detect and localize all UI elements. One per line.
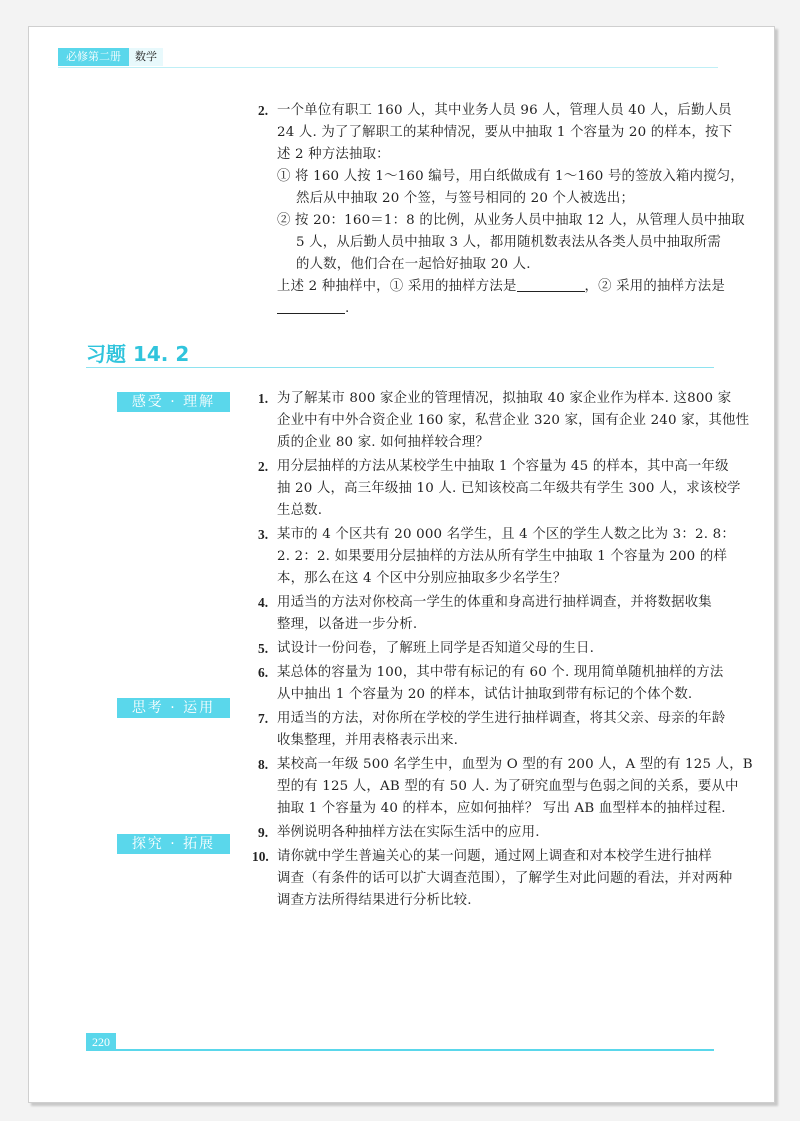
- exercise-number: 1.: [258, 391, 269, 406]
- category-label-apply: 思考 · 运用: [117, 698, 230, 718]
- fill-text-end: .: [345, 301, 350, 316]
- section-rule: [86, 367, 714, 368]
- exercise-line: 调查（有条件的话可以扩大调查范围），了解学生对此问题的看法，并对两种: [277, 871, 733, 886]
- problem-line: 24 人. 为了了解职工的某种情况，要从中抽取 1 个容量为 20 的样本，按下: [277, 125, 733, 140]
- problem-line: 然后从中抽取 20 个签，与签号相同的 20 个人被选出；: [296, 191, 635, 206]
- problem-line: 5 人，从后勤人员中抽取 3 人，都用随机数表法从各类人员中抽取所需: [296, 235, 721, 250]
- exercise-line: 用适当的方法对你校高一学生的体重和身高进行抽样调查，并将数据收集: [277, 595, 712, 610]
- exercise-line: 本，那么在这 4 个区中分别应抽取多少名学生？: [277, 571, 567, 586]
- exercise-line: 调查方法所得结果进行分析比较.: [277, 893, 472, 908]
- exercise-number: 3.: [258, 527, 269, 542]
- exercise-line: 某市的 4 个区共有 20 000 名学生，且 4 个区的学生人数之比为 3：2. 8：: [277, 527, 735, 542]
- footer-rule: [86, 1049, 714, 1051]
- problem-line: ① 将 160 人按 1～160 编号，用白纸做成有 1～160 号的签放入箱内搅匀，: [277, 169, 744, 184]
- exercise-line: 用适当的方法，对你所在学校的学生进行抽样调查，将其父亲、母亲的年龄: [277, 711, 726, 726]
- answer-blank-2[interactable]: [277, 299, 345, 314]
- exercise-number: 8.: [258, 757, 269, 772]
- exercise-line: 抽取 1 个容量为 40 的样本，应如何抽样？ 写出 AB 血型样本的抽样过程.: [277, 801, 726, 816]
- answer-blank-1[interactable]: [517, 277, 585, 292]
- running-header: [58, 48, 163, 66]
- problem-line: ② 按 20：160＝1：8 的比例，从业务人员中抽取 12 人，从管理人员中抽取: [277, 213, 745, 228]
- subject-label: 数学: [129, 48, 163, 66]
- exercise-number: 5.: [258, 641, 269, 656]
- book-volume-tag: 必修第二册: [58, 48, 129, 66]
- section-title: 习题 14. 2: [86, 342, 190, 366]
- exercise-number: 4.: [258, 595, 269, 610]
- exercise-number: 9.: [258, 825, 269, 840]
- exercise-line: 试设计一份问卷，了解班上同学是否知道父母的生日.: [277, 641, 595, 656]
- exercise-number: 7.: [258, 711, 269, 726]
- exercise-line: 请你就中学生普遍关心的某一问题，通过网上调查和对本校学生进行抽样: [277, 849, 712, 864]
- problem-fill-line-2: [277, 298, 349, 320]
- fill-text-part-1: 上述 2 种抽样中，① 采用的抽样方法是: [277, 279, 517, 294]
- page-number: 220: [86, 1033, 116, 1051]
- exercise-line: 某校高一年级 500 名学生中，血型为 O 型的有 200 人，A 型的有 125 人，B: [277, 757, 753, 772]
- exercise-line: 整理，以备进一步分析.: [277, 617, 418, 632]
- problem-line: 的人数，他们合在一起恰好抽取 20 人.: [296, 257, 531, 272]
- exercise-line: 某总体的容量为 100，其中带有标记的有 60 个. 现用简单随机抽样的方法: [277, 665, 724, 680]
- exercise-line: 收集整理，并用表格表示出来.: [277, 733, 459, 748]
- exercise-number: 2.: [258, 459, 269, 474]
- exercise-line: 从中抽出 1 个容量为 20 的样本，试估计抽取到带有标记的个体个数.: [277, 687, 693, 702]
- exercise-line: 企业中有中外合资企业 160 家，私营企业 320 家，国有企业 240 家，其他性: [277, 413, 750, 428]
- exercise-line: 举例说明各种抽样方法在实际生活中的应用.: [277, 825, 540, 840]
- exercise-line: 型的有 125 人，AB 型的有 50 人. 为了研究血型与色弱之间的关系，要从中: [277, 779, 739, 794]
- header-rule: [58, 67, 718, 68]
- problem-line: 述 2 种方法抽取：: [277, 147, 390, 162]
- problem-number: 2.: [258, 103, 269, 118]
- exercise-line: 生总数.: [277, 503, 323, 518]
- exercise-line: 用分层抽样的方法从某校学生中抽取 1 个容量为 45 的样本，其中高一年级: [277, 459, 729, 474]
- exercise-line: 2. 2：2. 如果要用分层抽样的方法从所有学生中抽取 1 个容量为 200 的样: [277, 549, 728, 564]
- exercise-number: 6.: [258, 665, 269, 680]
- problem-line: 一个单位有职工 160 人，其中业务人员 96 人，管理人员 40 人，后勤人员: [277, 103, 732, 118]
- exercise-number: 10.: [252, 849, 269, 864]
- exercise-line: 为了解某市 800 家企业的管理情况，拟抽取 40 家企业作为样本. 这800 家: [277, 391, 732, 406]
- exercise-line: 抽 20 人，高三年级抽 10 人. 已知该校高二年级共有学生 300 人，求该校学: [277, 481, 741, 496]
- problem-fill-line: [277, 276, 725, 298]
- exercise-line: 质的企业 80 家. 如何抽样较合理？: [277, 435, 489, 450]
- category-label-explore: 探究 · 拓展: [117, 834, 230, 854]
- fill-text-part-2: ，② 采用的抽样方法是: [584, 279, 725, 294]
- category-label-understand: 感受 · 理解: [117, 392, 230, 412]
